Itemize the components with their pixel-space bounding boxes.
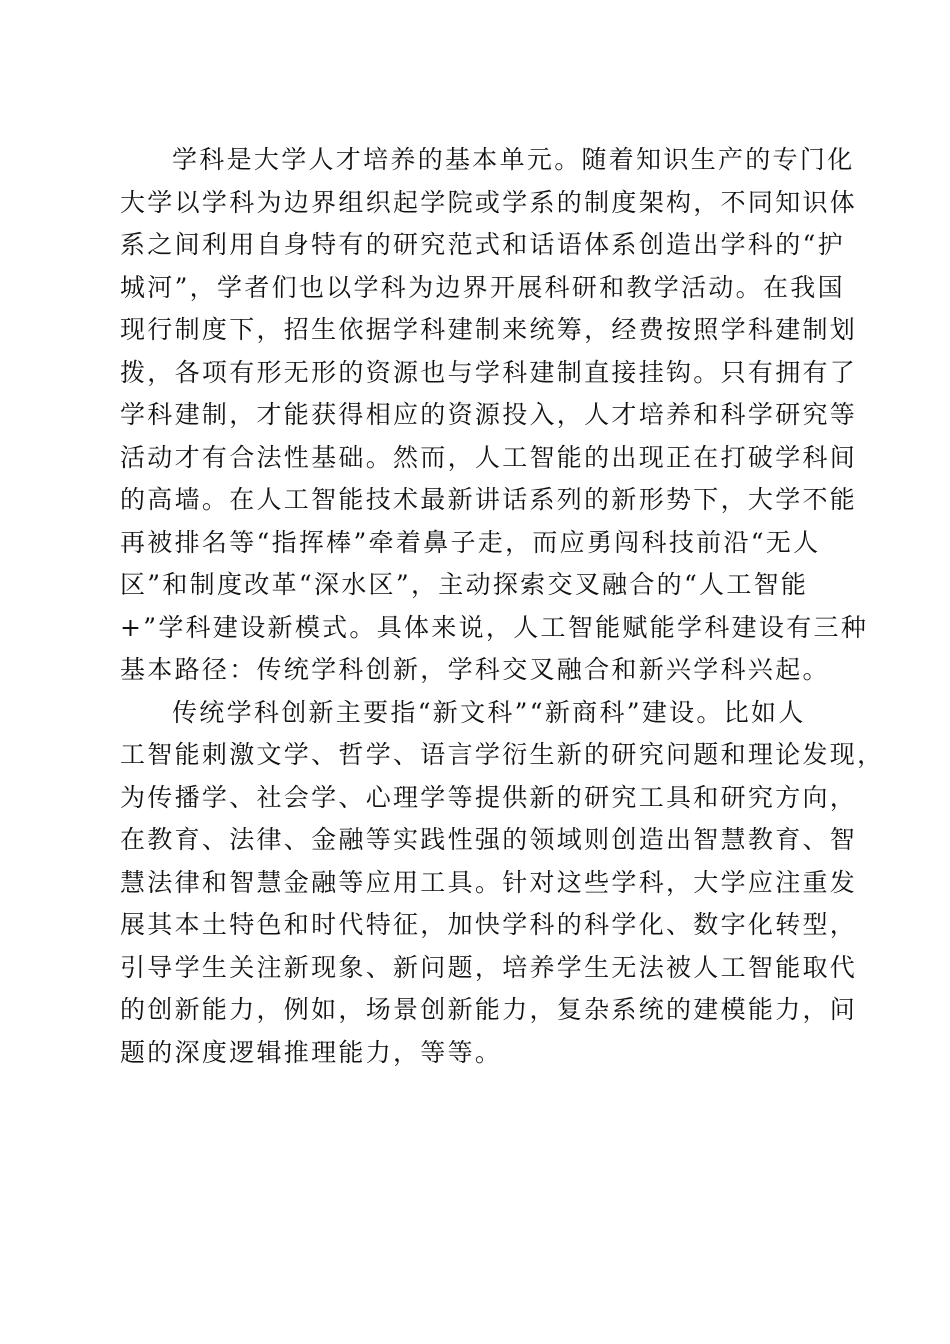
paragraph-line: 现行制度下，招生依据学科建制来统筹，经费按照学科建制划 bbox=[120, 315, 858, 344]
paragraph-line: 城河”，学者们也以学科为边界开展科研和教学活动。在我国 bbox=[120, 272, 845, 302]
paragraph-1 bbox=[120, 139, 869, 692]
paragraph-line: 区”和制度改革“深水区”，主动探索交叉融合的“人工智能 bbox=[120, 570, 809, 599]
paragraph-line: 慧法律和智慧金融等应用工具。针对这些学科，大学应注重发 bbox=[120, 867, 858, 897]
paragraph-line: 的创新能力，例如，场景创新能力，复杂系统的建模能力，问 bbox=[120, 995, 858, 1024]
paragraph-line: +”学科建设新模式。具体来说，人工智能赋能学科建设有三种 bbox=[120, 612, 869, 642]
paragraph-line: 展其本土特色和时代特征，加快学科的科学化、数字化转型， bbox=[120, 910, 858, 939]
paragraph-line: 再被排名等“指挥棒”牵着鼻子走，而应勇闯科技前沿“无人 bbox=[120, 527, 821, 557]
paragraph-line: 大学以学科为边界组织起学院或学系的制度架构，不同知识体 bbox=[120, 187, 858, 217]
paragraph-line: 在教育、法律、金融等实践性强的领域则创造出智慧教育、智 bbox=[120, 825, 858, 854]
paragraph-line: 学科是大学人才培养的基本单元。随着知识生产的专门化 bbox=[172, 145, 855, 174]
paragraph-2 bbox=[120, 692, 885, 1075]
paragraph-line: 题的深度逻辑推理能力，等等。 bbox=[120, 1037, 503, 1067]
paragraph-line: 基本路径：传统学科创新，学科交叉融合和新兴学科兴起。 bbox=[120, 655, 830, 684]
paragraph-line: 引导学生关注新现象、新问题，培养学生无法被人工智能取代 bbox=[120, 952, 858, 982]
paragraph-line: 的高墙。在人工智能技术最新讲话系列的新形势下，大学不能 bbox=[120, 485, 858, 514]
paragraph-line: 拨，各项有形无形的资源也与学科建制直接挂钩。只有拥有了 bbox=[120, 357, 858, 387]
paragraph-line: 系之间利用自身特有的研究范式和话语体系创造出学科的“护 bbox=[120, 230, 845, 259]
paragraph-line: 学科建制，才能获得相应的资源投入，人才培养和科学研究等 bbox=[120, 400, 858, 429]
paragraph-line: 传统学科创新主要指“新文科”“新商科”建设。比如人 bbox=[172, 697, 806, 727]
paragraph-line: 工智能刺激文学、哲学、语言学衍生新的研究问题和理论发现， bbox=[120, 740, 885, 769]
paragraph-line: 为传播学、社会学、心理学等提供新的研究工具和研究方向， bbox=[120, 782, 858, 812]
paragraph-line: 活动才有合法性基础。然而，人工智能的出现正在打破学科间 bbox=[120, 442, 858, 472]
document-body bbox=[120, 139, 885, 1074]
